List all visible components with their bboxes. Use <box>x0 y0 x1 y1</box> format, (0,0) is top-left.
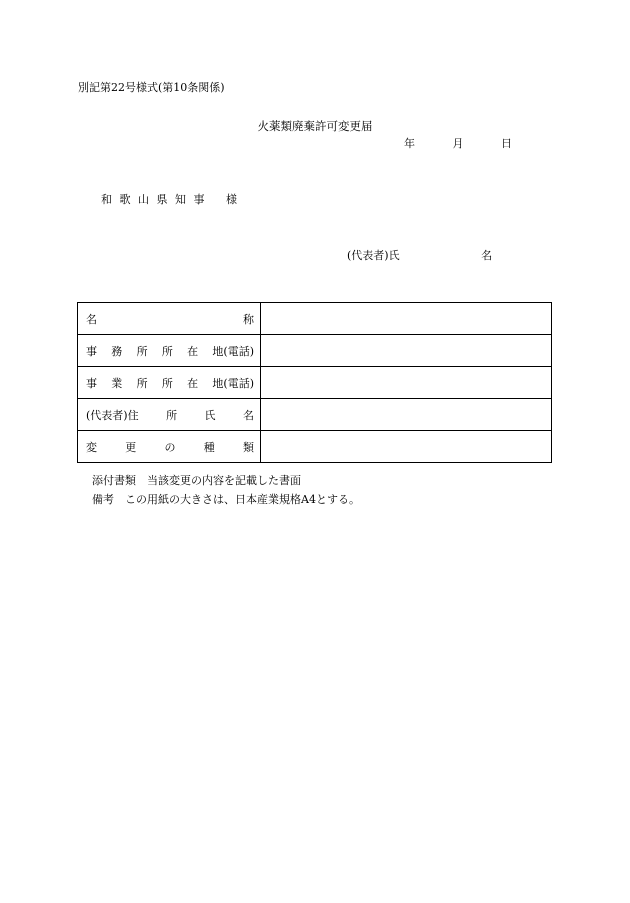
row-label-part: 在 <box>187 344 199 358</box>
row-label <box>78 431 261 463</box>
row-value-field[interactable] <box>261 431 552 463</box>
row-value-field[interactable] <box>261 335 552 367</box>
row-label-part: 類 <box>243 440 254 454</box>
row-label <box>78 367 261 399</box>
row-label-part: 種 <box>203 440 215 454</box>
row-label-part: 地(電話) <box>212 376 254 390</box>
row-label-part: 在 <box>187 376 199 390</box>
row-label-part: 所 <box>136 344 148 358</box>
table-row <box>78 303 552 335</box>
form-number: 別記第22号様式(第10条関係) <box>78 81 225 94</box>
row-label-part: 変 <box>86 440 97 454</box>
addressee-name: 和 歌 山 県 知 事 <box>101 193 207 206</box>
date-year: 年 <box>404 137 415 150</box>
row-label-part: 事 <box>86 376 97 390</box>
row-label-part: 事 <box>86 344 97 358</box>
row-label-part: (代表者)住 <box>86 408 139 422</box>
row-label-part: 称 <box>243 312 254 326</box>
attachment-note: 添付書類 当該変更の内容を記載した書面 <box>92 474 301 487</box>
table-row <box>78 335 552 367</box>
form-table <box>77 302 552 463</box>
addressee-honorific: 様 <box>225 193 239 206</box>
document-title: 火薬類廃棄許可変更届 <box>257 119 373 133</box>
row-value-field[interactable] <box>261 367 552 399</box>
date-month: 月 <box>452 137 464 150</box>
row-label-part: 所 <box>136 376 148 390</box>
row-label <box>78 399 261 431</box>
date-day: 日 <box>501 137 512 150</box>
applicant-label: (代表者)氏 <box>347 249 400 262</box>
row-label-part: 所 <box>166 408 178 422</box>
date-line <box>404 137 512 151</box>
applicant-name-line <box>347 249 492 263</box>
row-label-part: の <box>164 440 176 454</box>
row-label <box>78 335 261 367</box>
table-row <box>78 367 552 399</box>
row-label-part: 名 <box>86 312 97 326</box>
row-value-field[interactable] <box>261 303 552 335</box>
row-label <box>78 303 261 335</box>
applicant-suffix: 名 <box>481 249 493 262</box>
row-label-part: 業 <box>111 376 123 390</box>
table-row <box>78 431 552 463</box>
table-row <box>78 399 552 431</box>
row-label-part: 務 <box>111 344 123 358</box>
row-label-part: 所 <box>161 344 173 358</box>
remarks-note: 備考 この用紙の大きさは、日本産業規格A4とする。 <box>92 493 360 506</box>
row-label-part: 名 <box>243 408 254 422</box>
row-label-part: 更 <box>125 440 137 454</box>
addressee <box>101 193 239 207</box>
row-label-part: 氏 <box>204 408 216 422</box>
row-value-field[interactable] <box>261 399 552 431</box>
notes <box>92 471 360 509</box>
row-label-part: 所 <box>161 376 173 390</box>
row-label-part: 地(電話) <box>212 344 254 358</box>
